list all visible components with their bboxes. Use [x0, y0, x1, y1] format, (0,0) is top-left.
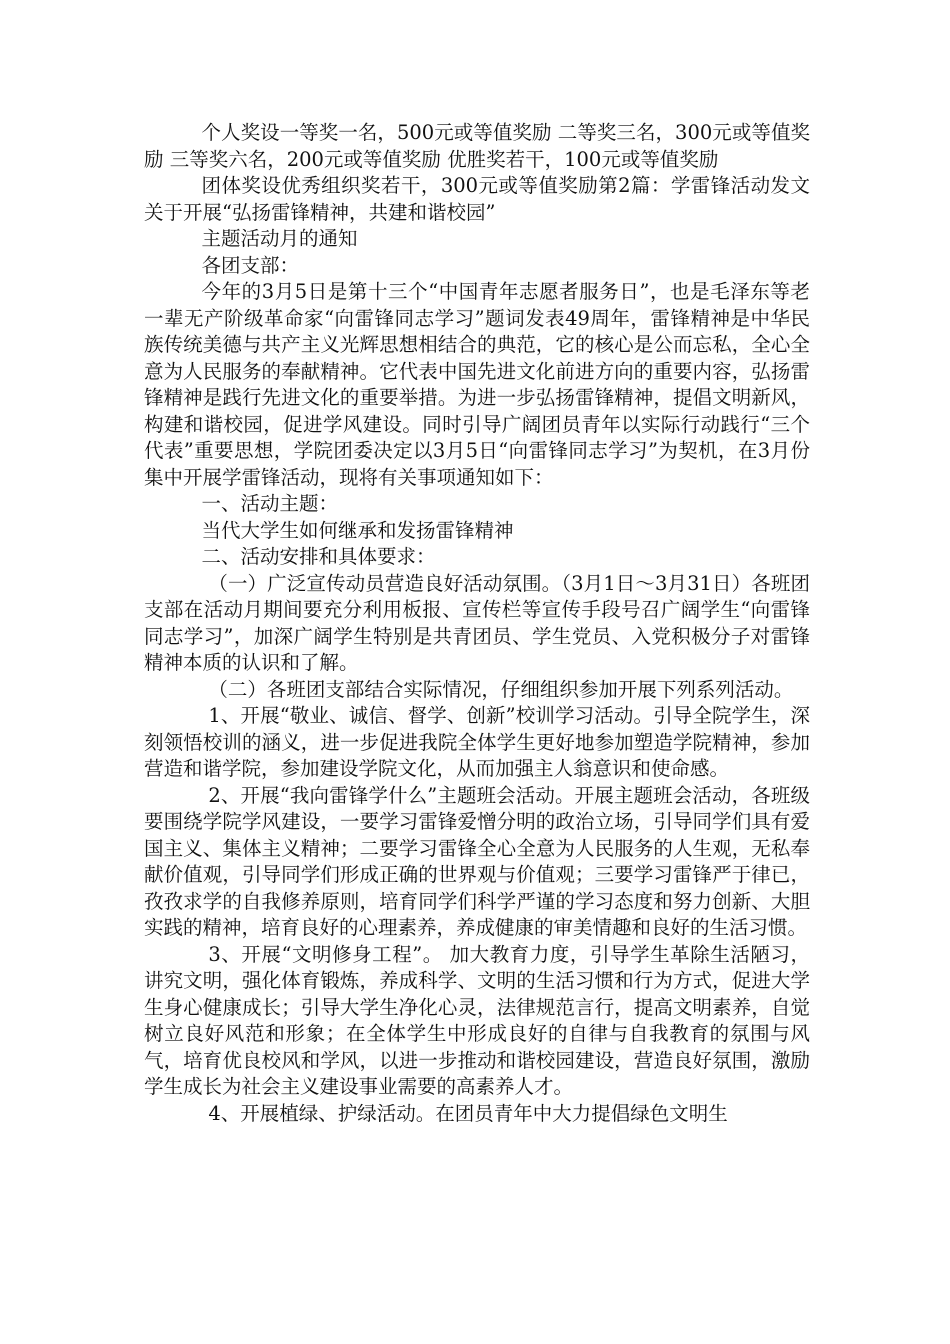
paragraph-item-1: 1、开展“敬业、诚信、督学、创新”校训学习活动。引导全院学生，深刻领悟校训的涵义，进一步促进我院全体学生更好地参加塑造学院精神，参加营造和谐学院，参加建设学院文化，从而加强主人翁意识和使命感。 — [144, 704, 810, 780]
paragraph-item-4: 4、开展植绿、护绿活动。在团员青年中大力提倡绿色文明生 — [208, 1101, 728, 1125]
heading-activity-theme: 一、活动主题： — [201, 492, 339, 515]
paragraph-introduction: 今年的3月5日是第十三个“中国青年志愿者服务日”，也是毛泽东等老一辈无产阶级革命家“向雷锋同志学习”题词发表49周年，雷锋精神是中华民族传统美德与共产主义光辉思想相结合的典范，它的核心是公而忘私，全心全意为人民服务的奉献精神。它代表中国先进文化前进方向的重要内容，弘扬雷锋精神是践行先进文化的重要举措。为进一步弘扬雷锋精神，提倡文明新风，构建和谐校园，促进学风建设。同时引导广阔团员青年以实际行动践行“三个代表”重要思想，学院团委决定以3月5日“向雷锋同志学习”为契机，在3月份集中开展学雷锋活动，现将有关事项通知如下： — [144, 280, 810, 489]
heading-arrangements: 二、活动安排和具体要求： — [201, 545, 436, 568]
paragraph-item-3: 3、开展“文明修身工程”。 加大教育力度，引导学生革除生活陋习，讲究文明，强化体育锻炼，养成科学、文明的生活习惯和行为方式，促进大学生身心健康成长；引导大学生净化心灵，法律规范言行，提高文明素养，自觉树立良好风范和形象；在全体学生中形成良好的自律与自我教育的氛围与风气，培育优良校风和学风，以进一步推动和谐校园建设，营造良好氛围，激励学生成长为社会主义建设事业需要的高素养人才。 — [144, 942, 810, 1098]
paragraph-theme-content: 当代大学生如何继承和发扬雷锋精神 — [201, 518, 514, 542]
paragraph-publicity: （一）广泛宣传动员营造良好活动氛围。（3月1日～3月31日）各班团支部在活动月期间要充分利用板报、宣传栏等宣传手段号召广阔学生“向雷锋同志学习”，加深广阔学生特别是共青团员、学生党员、入党积极分子对雷锋精神本质的认识和了解。 — [144, 571, 810, 674]
paragraph-series-activities: （二）各班团支部结合实际情况，仔细组织参加开展下列系列活动。 — [208, 677, 794, 701]
paragraph-notice-title: 主题活动月的通知 — [201, 227, 358, 250]
paragraph-salutation: 各团支部： — [201, 253, 300, 277]
paragraph-item-2: 2、开展“我向雷锋学什么”主题班会活动。开展主题班会活动，各班级要围绕学院学风建设，一要学习雷锋爱憎分明的政治立场，引导同学们具有爱国主义、集体主义精神；二要学习雷锋全心全意为人民服务的人生观，无私奉献价值观，引导同学们形成正确的世界观与价值观；三要学习雷锋严于律已，孜孜求学的自我修养原则，培育同学们科学严谨的学习态度和努力创新、大胆实践的精神，培育良好的心理素养，养成健康的审美情趣和良好的生活习惯。 — [144, 783, 810, 939]
paragraph-personal-awards: 个人奖设一等奖一名，500元或等值奖励 二等奖三名，300元或等值奖励 三等奖六名，200元或等值奖励 优胜奖若干，100元或等值奖励 — [144, 121, 810, 171]
document-page — [144, 120, 810, 1127]
paragraph-team-awards: 团体奖设优秀组织奖若干，300元或等值奖励第2篇：学雷锋活动发文关于开展“弘扬雷锋精神，共建和谐校园” — [144, 174, 810, 224]
